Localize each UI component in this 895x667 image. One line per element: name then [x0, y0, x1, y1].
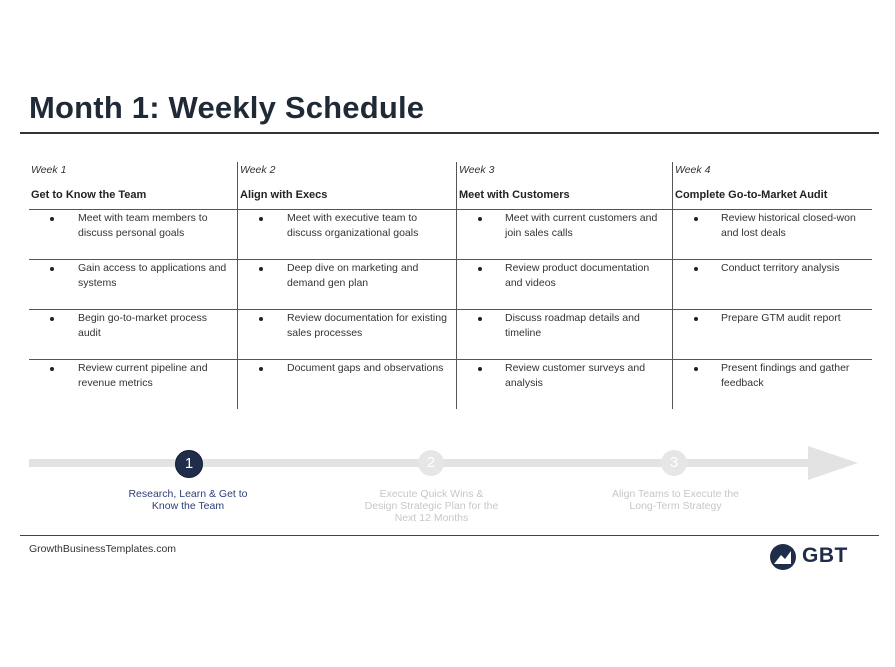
- week-label: Week 4: [675, 164, 711, 176]
- row-divider: [29, 359, 872, 360]
- logo-text: GBT: [802, 544, 848, 567]
- week-label: Week 1: [31, 164, 67, 176]
- column-divider: [456, 162, 457, 409]
- task-item: Review historical closed-won and lost deals: [721, 212, 856, 239]
- bullet-icon: [694, 367, 698, 371]
- task-item: Gain access to applications and systems: [78, 262, 227, 289]
- gbt-logo: [770, 544, 865, 574]
- task-item: Meet with executive team to discuss organizational goals: [287, 212, 419, 239]
- timeline-step-3: 3: [661, 450, 687, 476]
- bullet-icon: [478, 367, 482, 371]
- bullet-icon: [259, 317, 263, 321]
- timeline-step-2-label: Execute Quick Wins & Design Strategic Plan for the Next 12 Months: [364, 488, 499, 524]
- timeline-arrow-icon: [808, 446, 858, 480]
- bullet-icon: [259, 267, 263, 271]
- timeline-step-1-label: Research, Learn & Get to Know the Team: [128, 488, 248, 512]
- week-title: Align with Execs: [240, 189, 328, 201]
- week-label: Week 3: [459, 164, 495, 176]
- column-divider: [237, 162, 238, 409]
- bullet-icon: [259, 217, 263, 221]
- task-item: Deep dive on marketing and demand gen plan: [287, 262, 419, 289]
- title-divider: [20, 132, 879, 134]
- bullet-icon: [50, 367, 54, 371]
- bullet-icon: [694, 267, 698, 271]
- bullet-icon: [478, 267, 482, 271]
- task-item: Prepare GTM audit report: [721, 312, 841, 324]
- bullet-icon: [478, 317, 482, 321]
- task-item: Meet with team members to discuss personal goals: [78, 212, 208, 239]
- task-item: Review documentation for existing sales processes: [287, 312, 447, 339]
- week-title: Get to Know the Team: [31, 189, 147, 201]
- task-item: Review product documentation and videos: [505, 262, 650, 289]
- bullet-icon: [50, 267, 54, 271]
- task-item: Review current pipeline and revenue metrics: [78, 362, 208, 389]
- bullet-icon: [694, 217, 698, 221]
- logo-mountain-icon: [770, 544, 796, 570]
- week-title: Meet with Customers: [459, 189, 570, 201]
- bullet-icon: [50, 317, 54, 321]
- column-divider: [672, 162, 673, 409]
- task-item: Meet with current customers and join sales calls: [505, 212, 658, 239]
- row-divider: [29, 309, 872, 310]
- bullet-icon: [50, 217, 54, 221]
- task-item: Review customer surveys and analysis: [505, 362, 646, 389]
- task-item: Discuss roadmap details and timeline: [505, 312, 640, 339]
- row-divider: [29, 259, 872, 260]
- timeline-step-1: 1: [175, 450, 203, 478]
- row-divider: [29, 209, 872, 210]
- page-title: Month 1: Weekly Schedule: [29, 90, 425, 125]
- bullet-icon: [694, 317, 698, 321]
- week-label: Week 2: [240, 164, 276, 176]
- task-item: Present findings and gather feedback: [721, 362, 850, 389]
- task-item: Document gaps and observations: [287, 362, 444, 374]
- footer-divider: [20, 535, 879, 536]
- footer-url: GrowthBusinessTemplates.com: [29, 543, 177, 555]
- task-item: Conduct territory analysis: [721, 262, 840, 274]
- bullet-icon: [259, 367, 263, 371]
- task-item: Begin go-to-market process audit: [78, 312, 207, 339]
- week-title: Complete Go-to-Market Audit: [675, 189, 828, 201]
- timeline-step-2: 2: [418, 450, 444, 476]
- logo-mark-icon: [770, 544, 796, 570]
- timeline-step-3-label: Align Teams to Execute the Long-Term Strategy: [611, 488, 740, 512]
- bullet-icon: [478, 217, 482, 221]
